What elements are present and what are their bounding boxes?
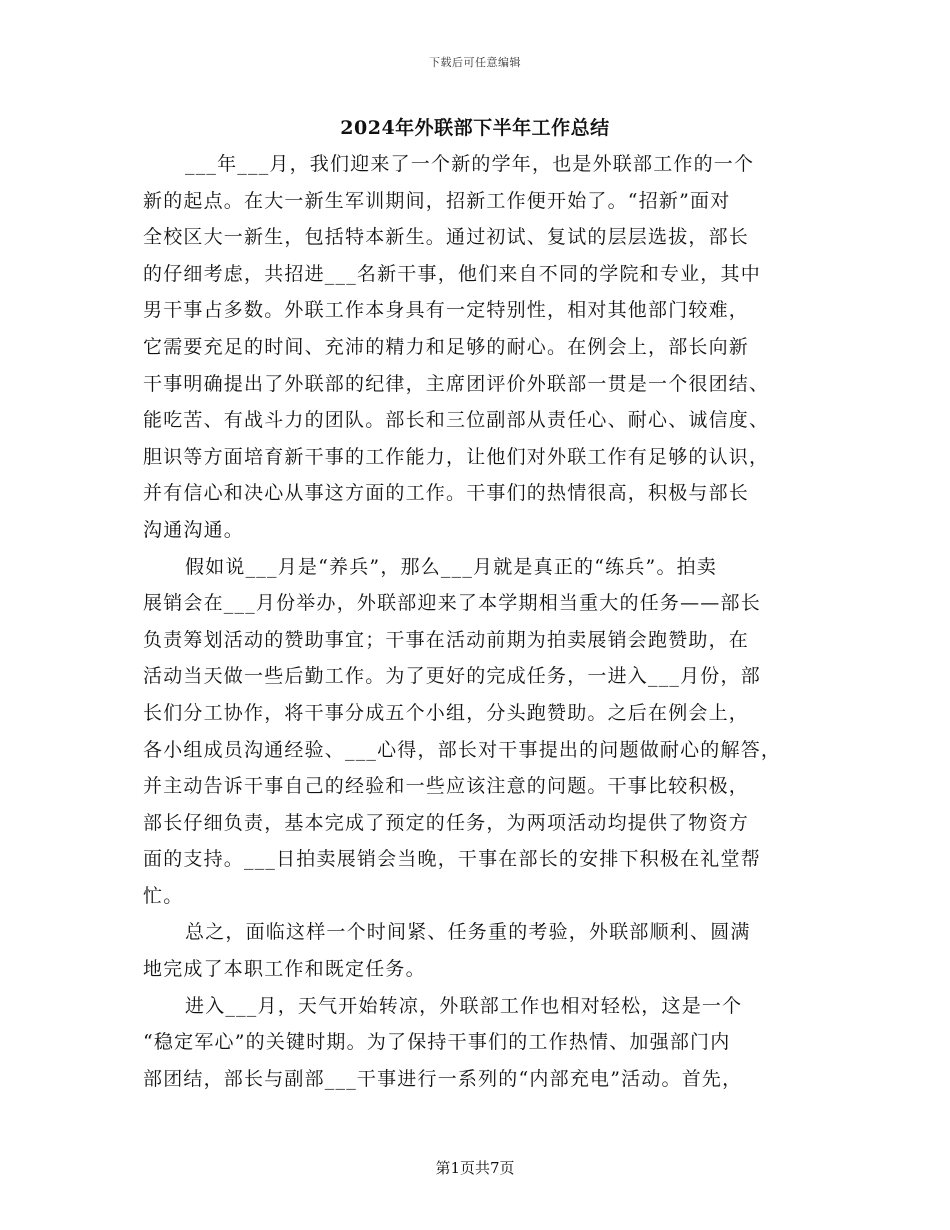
text-line: ___年___月，我们迎来了一个新的学年，也是外联部工作的一个 bbox=[185, 153, 755, 175]
text-line: 它需要充足的时间、充沛的精力和足够的耐心。在例会上，部长向新 bbox=[143, 335, 750, 358]
text-line: 活动当天做一些后勤工作。为了更好的完成任务，一进入___月份，部 bbox=[143, 665, 761, 688]
text-line: 面的支持。___日拍卖展销会当晚，干事在部长的安排下积极在礼堂帮 bbox=[143, 848, 761, 871]
paragraph-4 bbox=[143, 988, 815, 1098]
text-line: 进入___月，天气开始转凉，外联部工作也相对轻松，这是一个 bbox=[185, 994, 743, 1017]
document-title: 2024年外联部下半年工作总结 bbox=[340, 117, 610, 139]
text-line: 负责筹划活动的赞助事宜；干事在活动前期为拍卖展销会跑赞助，在 bbox=[143, 628, 750, 651]
text-line: 干事明确提出了外联部的纪律，主席团评价外联部一贯是一个很团结、 bbox=[143, 372, 770, 395]
text-line: 各小组成员沟通经验、___心得，部长对干事提出的问题做耐心的解答， bbox=[143, 738, 782, 761]
text-line: 并有信心和决心从事这方面的工作。干事们的热情很高，积极与部长 bbox=[143, 482, 750, 505]
text-line: 能吃苦、有战斗力的团队。部长和三位副部从责任心、耐心、诚信度、 bbox=[143, 409, 770, 432]
text-line: 地完成了本职工作和既定任务。 bbox=[143, 958, 426, 981]
text-line: 全校区大一新生，包括特本新生。通过初试、复试的层层选拔，部长 bbox=[143, 226, 750, 249]
document-body bbox=[143, 146, 815, 1097]
text-line: 部长仔细负责，基本完成了预定的任务，为两项活动均提供了物资方 bbox=[143, 811, 750, 834]
text-line: 假如说___月是“养兵”，那么___月就是真正的“练兵”。拍卖 bbox=[185, 555, 718, 578]
text-line: 并主动告诉干事自己的经验和一些应该注意的问题。干事比较积极， bbox=[143, 775, 750, 798]
text-line: 沟通沟通。 bbox=[143, 518, 245, 541]
paragraph-1 bbox=[143, 146, 815, 549]
text-line: 新的起点。在大一新生军训期间，招新工作便开始了。“招新”面对 bbox=[143, 189, 731, 212]
text-line: 胆识等方面培育新干事的工作能力，让他们对外联工作有足够的认识， bbox=[143, 445, 770, 468]
text-line: 男干事占多数。外联工作本身具有一定特别性，相对其他部门较难， bbox=[143, 299, 750, 322]
text-line: 的仔细考虑，共招进___名新干事，他们来自不同的学院和专业，其中 bbox=[143, 262, 761, 285]
text-line: 部团结，部长与副部___干事进行一系列的“内部充电”活动。首先， bbox=[143, 1067, 743, 1090]
paragraph-2 bbox=[143, 549, 815, 915]
text-line: 忙。 bbox=[143, 884, 184, 907]
text-line: 长们分工协作，将干事分成五个小组，分头跑赞助。之后在例会上， bbox=[143, 701, 750, 724]
page-header-note: 下载后可任意编辑 bbox=[429, 56, 521, 69]
page-number: 第1页共7页 bbox=[435, 1159, 515, 1177]
text-line: 展销会在___月份举办，外联部迎来了本学期相当重大的任务——部长 bbox=[143, 592, 761, 615]
text-line: “稳定军心”的关键时期。为了保持干事们的工作热情、加强部门内 bbox=[143, 1031, 731, 1054]
text-line: 总之，面临这样一个时间紧、任务重的考验，外联部顺利、圆满 bbox=[185, 921, 751, 944]
paragraph-3 bbox=[143, 914, 815, 987]
